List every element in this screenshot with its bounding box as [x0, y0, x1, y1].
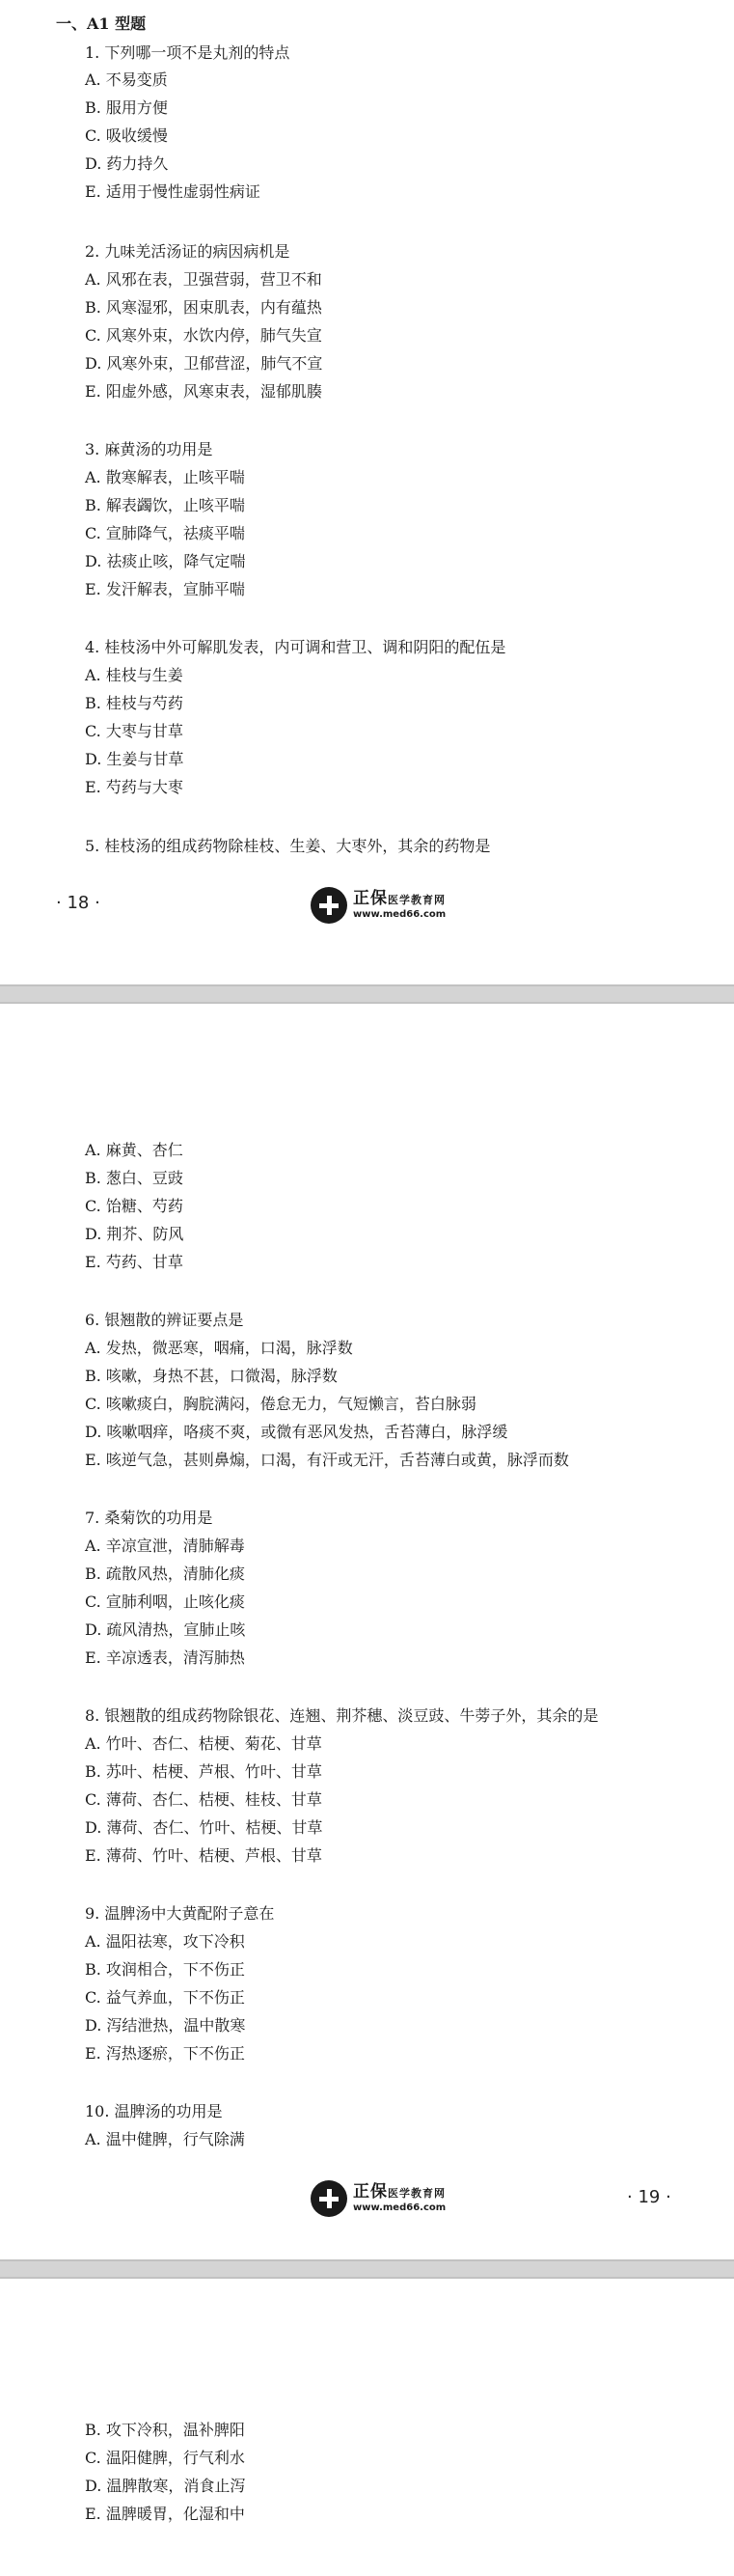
- option: E. 薄荷、竹叶、桔梗、芦根、甘草: [85, 1846, 322, 1865]
- option: E. 发汗解表，宣肺平喘: [85, 580, 245, 598]
- option: E. 适用于慢性虚弱性病证: [85, 182, 260, 201]
- publisher-logo: [311, 886, 446, 925]
- page-separator: [0, 984, 734, 1004]
- question-stem: 8. 银翘散的组成药物除银花、连翘、荆芥穗、淡豆豉、牛蒡子外，其余的是: [85, 1706, 599, 1725]
- option: C. 温阳健脾，行气利水: [85, 2449, 245, 2467]
- question-stem: 4. 桂枝汤中外可解肌发表，内可调和营卫、调和阴阳的配伍是: [85, 638, 506, 656]
- option: C. 薄荷、杏仁、桔梗、桂枝、甘草: [85, 1790, 322, 1809]
- logo-url: www.med66.com: [353, 2202, 447, 2213]
- option: A. 桂枝与生姜: [85, 666, 183, 684]
- option: A. 温中健脾，行气除满: [85, 2130, 245, 2148]
- option: C. 饴糖、芍药: [85, 1197, 183, 1215]
- publisher-logo: [311, 2179, 446, 2218]
- section-title: 一、A1 型题: [56, 14, 147, 33]
- option: A. 发热，微恶寒，咽痛，口渴，脉浮数: [85, 1339, 353, 1357]
- question-stem: 5. 桂枝汤的组成药物除桂枝、生姜、大枣外，其余的药物是: [85, 837, 491, 855]
- option: C. 咳嗽痰白，胸脘满闷，倦怠无力，气短懒言，苔白脉弱: [85, 1395, 476, 1413]
- question-stem: 7. 桑菊饮的功用是: [85, 1509, 213, 1527]
- page-number: · 19 ·: [627, 2187, 671, 2207]
- option: D. 祛痰止咳，降气定喘: [85, 552, 246, 570]
- option: E. 芍药、甘草: [85, 1253, 183, 1271]
- option: D. 温脾散寒，消食止泻: [85, 2477, 246, 2495]
- option: B. 服用方便: [85, 98, 168, 117]
- option: C. 风寒外束，水饮内停，肺气失宣: [85, 326, 322, 345]
- option: A. 不易变质: [85, 70, 168, 89]
- option: D. 风寒外束，卫郁营涩，肺气不宣: [85, 354, 323, 373]
- option: D. 荆芥、防风: [85, 1225, 184, 1243]
- page-number: · 18 ·: [56, 893, 100, 913]
- option: B. 桂枝与芍药: [85, 694, 183, 712]
- page-19: [0, 1004, 734, 2259]
- option: A. 辛凉宣泄，清肺解毒: [85, 1537, 245, 1555]
- option: D. 生姜与甘草: [85, 750, 184, 768]
- option: B. 攻下冷积，温补脾阳: [85, 2421, 245, 2439]
- option: A. 竹叶、杏仁、桔梗、菊花、甘草: [85, 1734, 322, 1753]
- option: B. 攻润相合，下不伤正: [85, 1960, 245, 1979]
- option: C. 大枣与甘草: [85, 722, 183, 740]
- option: B. 疏散风热，清肺化痰: [85, 1565, 245, 1583]
- option: D. 薄荷、杏仁、竹叶、桔梗、甘草: [85, 1818, 323, 1837]
- option: E. 泻热逐瘀，下不伤正: [85, 2044, 245, 2063]
- option: B. 葱白、豆豉: [85, 1169, 183, 1187]
- question-stem: 3. 麻黄汤的功用是: [85, 440, 213, 458]
- question-stem: 6. 银翘散的辨证要点是: [85, 1311, 244, 1329]
- question-stem: 9. 温脾汤中大黄配附子意在: [85, 1904, 275, 1923]
- option: E. 阳虚外感，风寒束表，湿郁肌腠: [85, 382, 322, 401]
- option: D. 药力持久: [85, 154, 169, 173]
- option: A. 风邪在表，卫强营弱，营卫不和: [85, 270, 322, 289]
- cross-icon: [311, 887, 347, 924]
- logo-sub: 医学教育网: [388, 894, 446, 906]
- logo-brand: 正保: [353, 2182, 388, 2202]
- option: B. 风寒湿邪，困束肌表，内有蕴热: [85, 298, 322, 317]
- page-20: [0, 2279, 734, 2576]
- option: B. 咳嗽，身热不甚，口微渴，脉浮数: [85, 1367, 338, 1385]
- logo-url: www.med66.com: [353, 909, 447, 920]
- option: E. 芍药与大枣: [85, 778, 183, 796]
- page-separator: [0, 2259, 734, 2279]
- option: A. 散寒解表，止咳平喘: [85, 468, 245, 486]
- option: E. 辛凉透表，清泻肺热: [85, 1648, 245, 1667]
- option: B. 苏叶、桔梗、芦根、竹叶、甘草: [85, 1762, 322, 1781]
- option: B. 解表蠲饮，止咳平喘: [85, 496, 245, 514]
- question-stem: 2. 九味羌活汤证的病因病机是: [85, 242, 290, 261]
- option: E. 温脾暖胃，化湿和中: [85, 2505, 245, 2523]
- logo-sub: 医学教育网: [388, 2187, 446, 2200]
- question-stem: 1. 下列哪一项不是丸剂的特点: [85, 43, 290, 62]
- option: A. 麻黄、杏仁: [85, 1141, 183, 1159]
- question-stem: 10. 温脾汤的功用是: [85, 2102, 223, 2120]
- option: D. 疏风清热，宣肺止咳: [85, 1620, 246, 1639]
- option: C. 吸收缓慢: [85, 126, 168, 145]
- logo-brand: 正保: [353, 889, 388, 908]
- page-18: [0, 0, 734, 984]
- option: D. 泻结泄热，温中散寒: [85, 2016, 246, 2035]
- option: A. 温阳祛寒，攻下冷积: [85, 1932, 245, 1951]
- option: C. 宣肺利咽，止咳化痰: [85, 1593, 245, 1611]
- cross-icon: [311, 2180, 347, 2217]
- option: E. 咳逆气急，甚则鼻煽，口渴，有汗或无汗，舌苔薄白或黄，脉浮而数: [85, 1451, 569, 1469]
- option: C. 宣肺降气，祛痰平喘: [85, 524, 245, 542]
- option: D. 咳嗽咽痒，咯痰不爽，或微有恶风发热，舌苔薄白，脉浮缓: [85, 1423, 508, 1441]
- option: C. 益气养血，下不伤正: [85, 1988, 245, 2007]
